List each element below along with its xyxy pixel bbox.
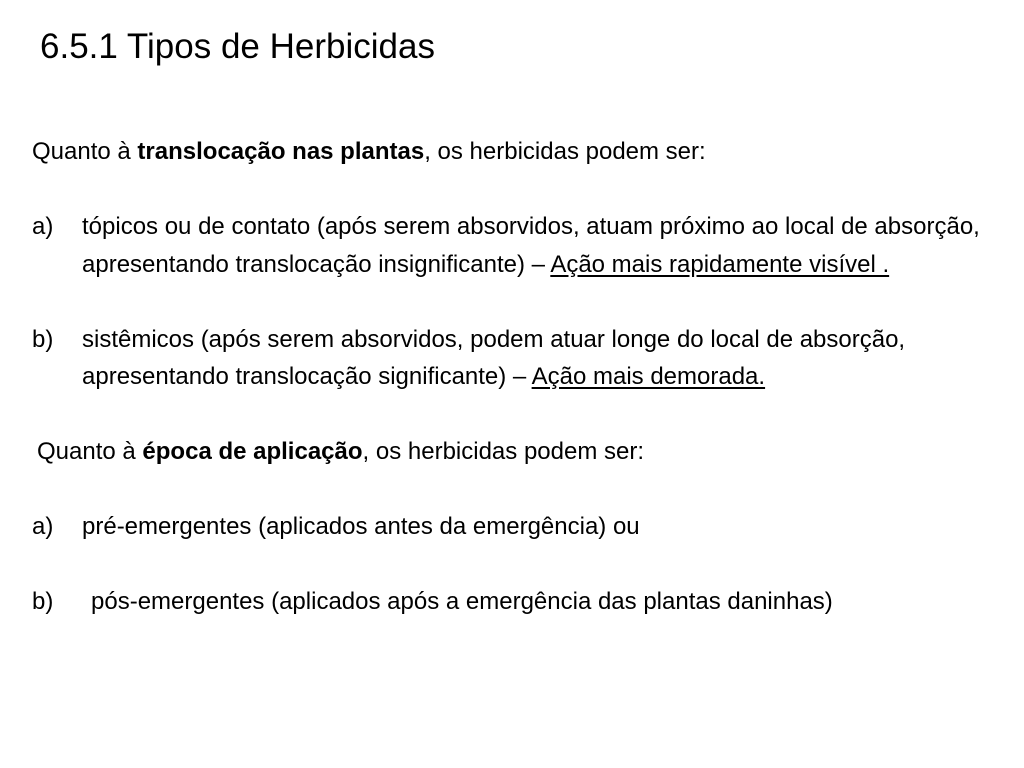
application-intro-prefix: Quanto à [37,438,143,465]
application-intro-suffix: , os herbicidas podem ser: [362,438,645,465]
translocation-intro-prefix: Quanto à [32,138,138,165]
translocation-intro [32,133,992,171]
spacer [32,171,992,209]
translocation-intro-suffix: , os herbicidas podem ser: [424,138,706,165]
spacer [32,546,992,584]
translocation-item-b [32,321,992,396]
item-marker: b) [32,325,54,353]
translocation-item-a-text: tópicos ou de contato (após serem absorvidos, atuam próximo ao local de absorção, apresentando translocação insignificante) – [82,213,980,278]
spacer [32,471,992,509]
application-item-b-text: pós-emergentes (aplicados após a emergência das plantas daninhas) [91,588,833,615]
application-item-a-text: pré-emergentes (aplicados antes da emergência) ou [82,513,640,540]
item-marker: b) [32,588,54,615]
item-marker: a) [32,213,54,240]
translocation-intro-bold: translocação nas plantas [137,138,425,165]
translocation-item-b-emphasis: Ação mais demorada. [531,363,766,390]
spacer [32,283,992,321]
translocation-item-a-emphasis: Ação mais rapidamente visível . [550,250,890,278]
application-intro [32,433,992,471]
application-intro-bold: época de aplicação [142,438,363,465]
slide-body [32,133,992,621]
item-marker: a) [32,513,54,540]
application-item-b [32,583,992,621]
spacer [32,396,992,434]
slide-title: 6.5.1 Tipos de Herbicidas [40,27,435,66]
translocation-item-b-text: sistêmicos (após serem absorvidos, podem atuar longe do local de absorção, apresentando translocação significante) – [82,325,906,390]
translocation-item-a [32,208,992,283]
application-item-a [32,508,992,546]
